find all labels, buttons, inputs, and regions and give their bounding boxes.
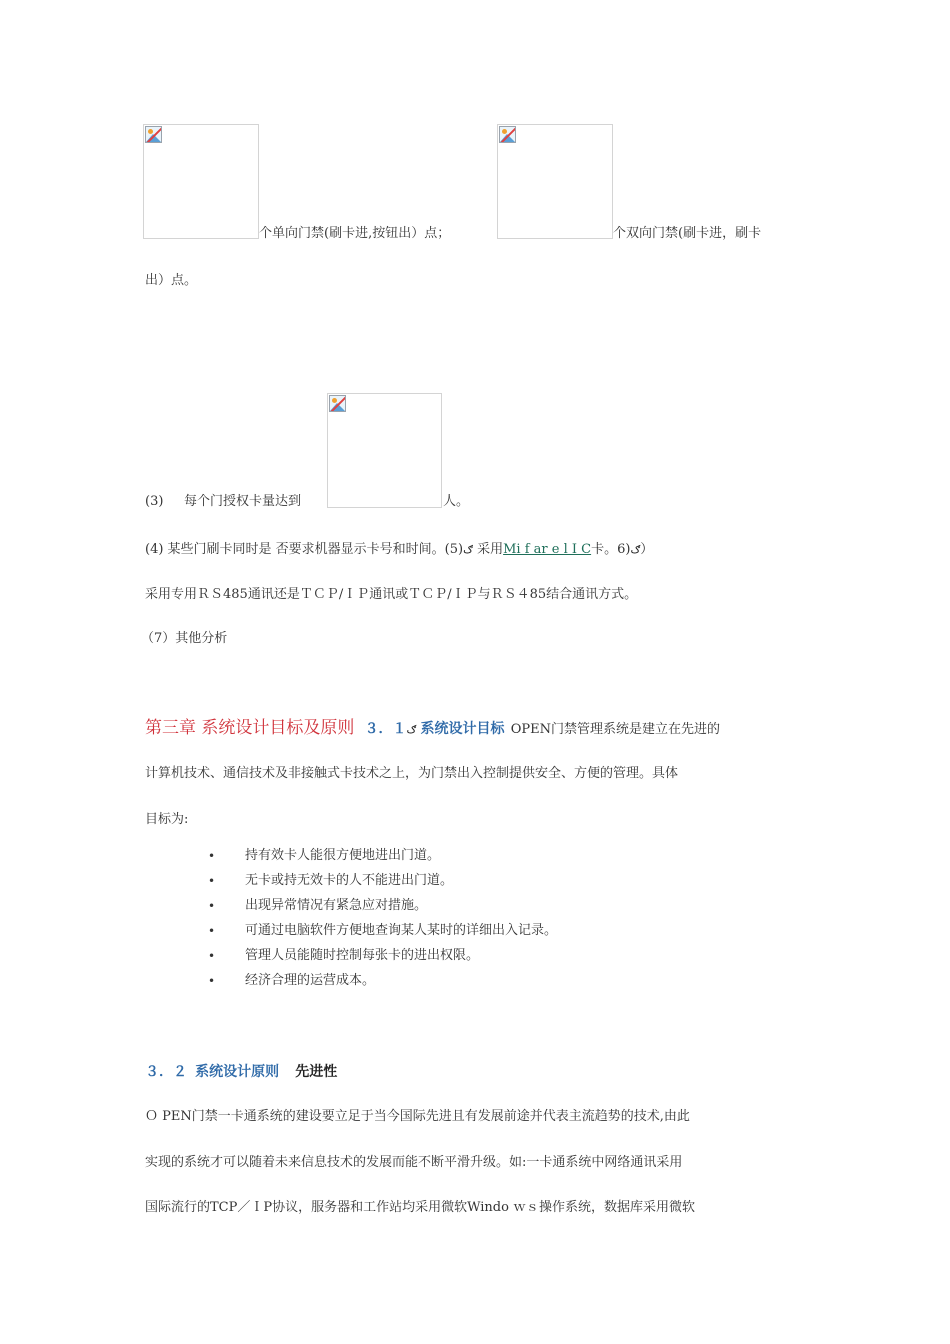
section-3-2-subtitle: 先进性 (295, 1064, 338, 1080)
item-3-text: 每个门授权卡量达到 (184, 494, 302, 509)
section-3-1-body: 目标为: (145, 812, 189, 827)
comm-line: 采用专用ＲＳ485通讯还是ＴＣＰ/ＩＰ通讯或ＴＣＰ/ＩＰ与ＲＳ４85结合通讯方式。 (145, 587, 638, 602)
text-double-door-end: 出）点。 (145, 273, 198, 288)
section-3-1-body: OPEN门禁管理系统是建立在先进的 (510, 722, 720, 737)
item-4-text: (4) 某些门刷卡同时是 否要求机器显示卡号和时间。(5) (145, 542, 464, 557)
chapter-title: 第三章 系统设计目标及原则 (145, 718, 355, 738)
ghost-glyph: ګ (463, 543, 473, 556)
ghost-glyph: ګ (406, 723, 417, 736)
section-3-2-body: 国际流行的TCP／ＩP协议，服务器和工作站均采用微软Windo ｗｓ操作系统，数据库采用微软 (145, 1200, 696, 1215)
list-item: • 经济合理的运营成本。 (208, 971, 557, 996)
goals-list (208, 846, 557, 996)
list-item: • 管理人员能随时控制每张卡的进出权限。 (208, 946, 557, 971)
section-3-2-title: 系统设计原则 (195, 1064, 280, 1080)
list-item: • 持有效卡人能很方便地进出门道。 (208, 846, 557, 871)
item-4-text: 卡。6) (591, 542, 631, 557)
section-3-1-body: 计算机技术、通信技术及非接触式卡技术之上，为门禁出入控制提供安全、方便的管理。具体 (145, 766, 679, 781)
bullet: • (208, 974, 216, 988)
section-3-1-number: ３．１ (364, 721, 407, 737)
item-3-suffix: 人。 (443, 494, 470, 509)
broken-image-icon (329, 395, 346, 412)
mifare-link[interactable]: Mi f ar e l I C (503, 542, 592, 557)
bullet: • (208, 849, 216, 863)
text-double-door: 个双向门禁(刷卡进，刷卡 (613, 226, 762, 241)
bullet: • (208, 924, 216, 938)
list-item: • 出现异常情况有紧急应对措施。 (208, 896, 557, 921)
section-3-2-body: Ｏ PEN门禁一卡通系统的建设要立足于当今国际先进且有发展前途并代表主流趋势的技术,由此 (145, 1109, 690, 1124)
item-4-text: ） (640, 542, 654, 557)
ghost-glyph: ګ (630, 543, 641, 556)
item-4-text: 采用 (472, 542, 504, 557)
bullet: • (208, 899, 216, 913)
broken-image-placeholder (327, 393, 442, 508)
item-7: （7）其他分析 (141, 631, 228, 646)
section-3-2-number: ３．２ (145, 1064, 187, 1080)
broken-image-icon (499, 126, 516, 143)
list-item: • 无卡或持无效卡的人不能进出门道。 (208, 871, 557, 896)
section-3-1-title: 系统设计目标 (420, 721, 505, 737)
item-4-line (145, 542, 653, 558)
broken-image-icon (145, 126, 162, 143)
bullet: • (208, 949, 216, 963)
text-single-door: 个单向门禁(刷卡进,按钮出）点； (259, 226, 451, 241)
chapter3-line (145, 718, 720, 738)
broken-image-placeholder (497, 124, 613, 239)
broken-image-placeholder (143, 124, 259, 239)
bullet: • (208, 874, 216, 888)
section-3-2-body: 实现的系统才可以随着未来信息技术的发展而能不断平滑升级。如:一卡通系统中网络通讯采用 (145, 1155, 683, 1170)
list-item: • 可通过电脑软件方便地查询某人某时的详细出入记录。 (208, 921, 557, 946)
item-3-number: (3) (145, 494, 164, 509)
section-3-2-heading (145, 1064, 337, 1081)
